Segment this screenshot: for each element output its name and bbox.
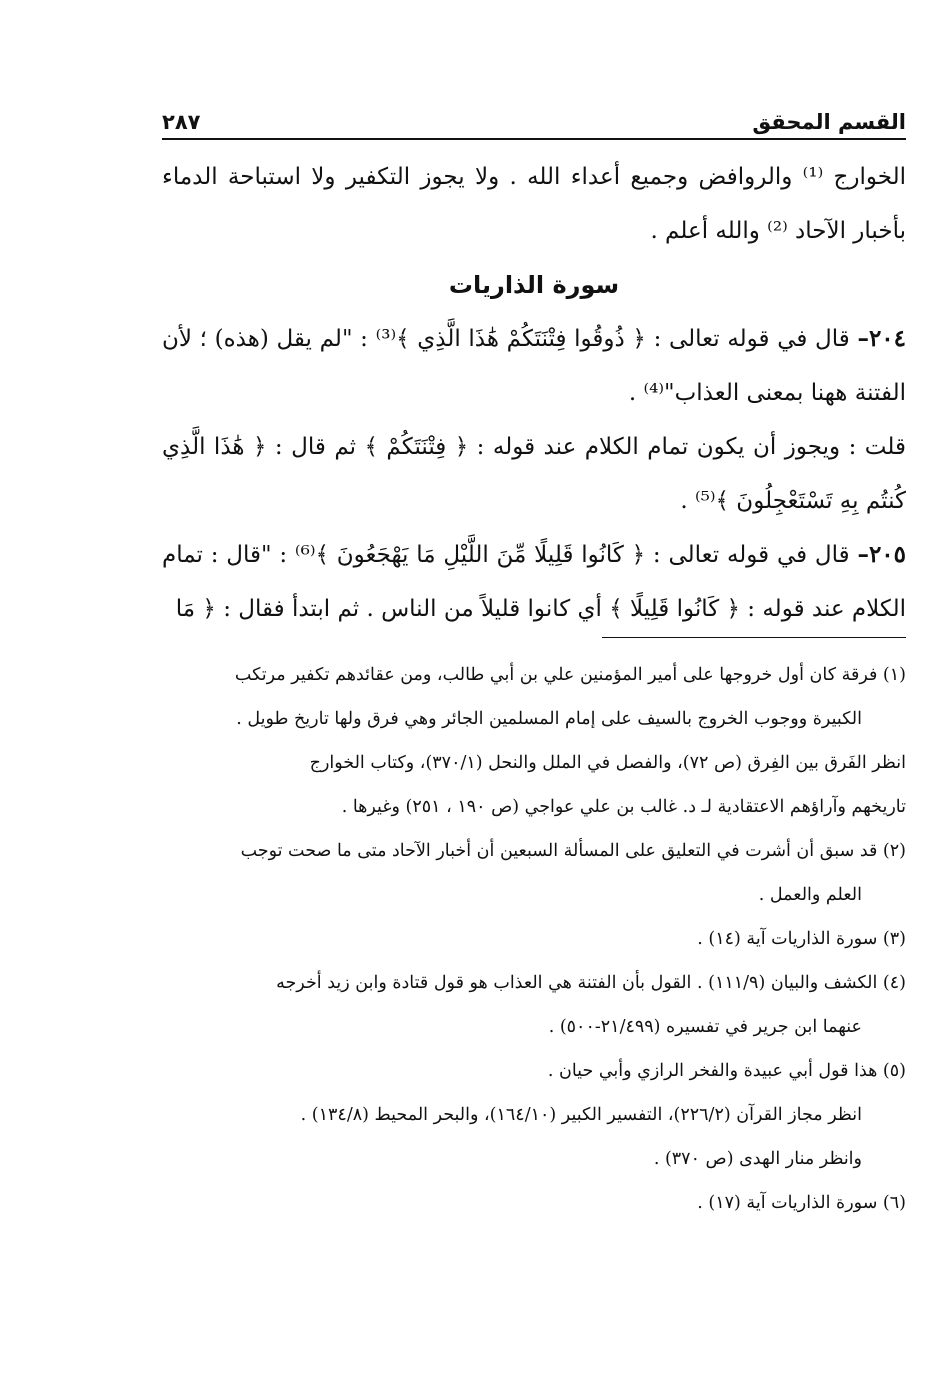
footnote-1-reference-1: انظر الفَرق بين الفِرق (ص ٧٢)، والفصل في الملل والنحل (٣٧٠/١)، وكتاب الخوارج — [309, 753, 906, 773]
footnote-2 — [162, 836, 906, 910]
footnote-separator — [602, 637, 906, 638]
footnote-1 — [162, 660, 906, 822]
entry-205 — [162, 528, 906, 636]
page-number: ٢٨٧ — [162, 110, 201, 134]
entry-number-205: ٢٠٥– — [857, 541, 906, 568]
page-header — [162, 96, 906, 140]
footnote-2-continuation: العلم والعمل . — [758, 885, 862, 905]
footnote-4-main: (٤) الكشف والبيان (١١١/٩) . القول بأن الفتنة هي العذاب هو قول قتادة وابن زيد أخرجه — [276, 973, 906, 993]
footnote-4-continuation: عنهما ابن جرير في تفسيره (٢١/٤٩٩-٥٠٠) . — [548, 1017, 862, 1037]
footnote-6: (٦) سورة الذاريات آية (١٧) . — [697, 1193, 906, 1213]
footnote-5-reference-2: وانظر منار الهدى (ص ٣٧٠) . — [653, 1149, 862, 1169]
footnotes — [162, 660, 906, 1232]
entry-205-text: قال في قوله تعالى : ﴿ كَانُوا قَلِيلًا مِّنَ اللَّيْلِ مَا يَهْجَعُونَ ﴾⁽⁶⁾ : "قال : تمام الكلام عند قوله : ﴿ كَانُوا قَلِيلًا ﴾ أي كانوا قليلاً من الناس . ثم ابتدأ فقال : ﴿ مَا — [162, 542, 906, 622]
footnote-5 — [162, 1056, 906, 1174]
running-title: القسم المحقق — [752, 110, 906, 134]
entry-204-text: قال في قوله تعالى : ﴿ ذُوقُوا فِتْنَتَكُمْ هَٰذَا الَّذِي ﴾⁽³⁾ : "لم يقل (هذه) ؛ لأن الفتنة ههنا بمعنى العذاب"⁽⁴⁾ . — [162, 326, 906, 406]
footnote-5-main: (٥) هذا قول أبي عبيدة والفخر الرازي وأبي حيان . — [547, 1061, 906, 1081]
footnote-1-continuation: الكبيرة ووجوب الخروج بالسيف على إمام المسلمين الجائر وهي فرق ولها تاريخ طويل . — [236, 709, 862, 729]
footnote-5-reference-1: انظر مجاز القرآن (٢٢٦/٢)، التفسير الكبير (١٦٤/١٠)، والبحر المحيط (١٣٤/٨) . — [300, 1105, 862, 1125]
main-text — [162, 150, 906, 636]
surah-heading: سورة الذاريات — [448, 271, 620, 299]
paragraph-khawarij: الخوارج ⁽¹⁾ والروافض وجميع أعداء الله . ولا يجوز التكفير ولا استباحة الدماء بأخبار الآحاد ⁽²⁾ والله أعلم . — [162, 164, 906, 244]
entry-number-204: ٢٠٤– — [857, 325, 906, 352]
footnote-1-reference-2: تاريخهم وآراؤهم الاعتقادية لـ د. غالب بن علي عواجي (ص ١٩٠ ، ٢٥١) وغيرها . — [341, 797, 906, 817]
author-comment: قلت : ويجوز أن يكون تمام الكلام عند قوله : ﴿ فِتْنَتَكُمْ ﴾ ثم قال : ﴿ هَٰذَا الَّذِي كُنتُم بِهِ تَسْتَعْجِلُونَ ﴾⁽⁵⁾ . — [162, 434, 906, 514]
footnote-4 — [162, 968, 906, 1042]
footnote-1-main: (١) فرقة كان أول خروجها على أمير المؤمنين علي بن أبي طالب، ومن عقائدهم تكفير مرتكب — [234, 665, 906, 685]
footnote-3: (٣) سورة الذاريات آية (١٤) . — [697, 929, 906, 949]
footnote-2-main: (٢) قد سبق أن أشرت في التعليق على المسألة السبعين أن أخبار الآحاد متى ما صحت توجب — [240, 841, 906, 861]
entry-204 — [162, 312, 906, 420]
